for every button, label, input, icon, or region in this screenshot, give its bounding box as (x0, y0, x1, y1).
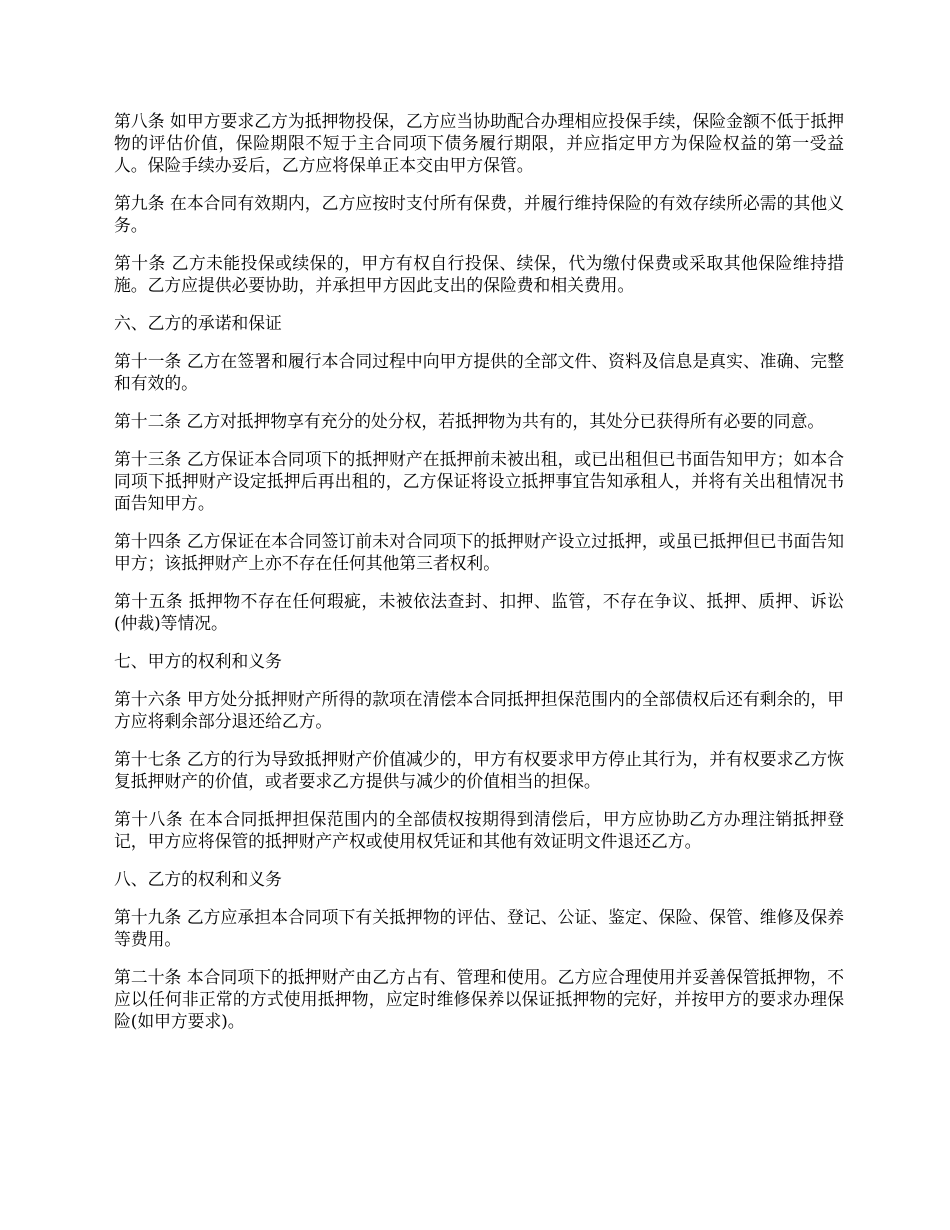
clause-12: 第十二条 乙方对抵押物享有充分的处分权，若抵押物为共有的，其处分已获得所有必要的同意。 (114, 411, 825, 431)
clause-16: 第十六条 甲方处分抵押财产所得的款项在清偿本合同抵押担保范围内的全部债权后还有剩余的，甲方应将剩余部分退还给乙方。 (114, 689, 844, 731)
clause-18: 第十八条 在本合同抵押担保范围内的全部债权按期得到清偿后，甲方应协助乙方办理注销抵押登记，甲方应将保管的抵押财产产权或使用权凭证和其他有效证明文件退还乙方。 (114, 809, 844, 851)
clause-15: 第十五条 抵押物不存在任何瑕疵，未被依法查封、扣押、监管，不存在争议、抵押、质押、诉讼(仲裁)等情况。 (114, 591, 844, 633)
clause-13: 第十三条 乙方保证本合同项下的抵押财产在抵押前未被出租，或已出租但已书面告知甲方；如本合同项下抵押财产设定抵押后再出租的，乙方保证将设立抵押事宜告知承租人，并将有关出租情况书面告知甲方。 (114, 449, 844, 513)
clause-10: 第十条 乙方未能投保或续保的，甲方有权自行投保、续保，代为缴付保费或采取其他保险维持措施。乙方应提供必要协助，并承担甲方因此支出的保险费和相关费用。 (114, 253, 844, 295)
section-heading-8: 八、乙方的权利和义务 (114, 869, 282, 889)
section-heading-6: 六、乙方的承诺和保证 (114, 313, 282, 333)
clause-20: 第二十条 本合同项下的抵押财产由乙方占有、管理和使用。乙方应合理使用并妥善保管抵押物，不应以任何非正常的方式使用抵押物，应定时维修保养以保证抵押物的完好，并按甲方的要求办理保险(如甲方要求)。 (114, 967, 844, 1031)
section-heading-7: 七、甲方的权利和义务 (114, 651, 282, 671)
clause-11: 第十一条 乙方在签署和履行本合同过程中向甲方提供的全部文件、资料及信息是真实、准确、完整和有效的。 (114, 351, 844, 393)
clause-17: 第十七条 乙方的行为导致抵押财产价值减少的，甲方有权要求甲方停止其行为，并有权要求乙方恢复抵押财产的价值，或者要求乙方提供与减少的价值相当的担保。 (114, 749, 844, 791)
clause-8: 第八条 如甲方要求乙方为抵押物投保，乙方应当协助配合办理相应投保手续，保险金额不低于抵押物的评估价值，保险期限不短于主合同项下债务履行期限，并应指定甲方为保险权益的第一受益人。保险手续办妥后，乙方应将保单正本交由甲方保管。 (114, 111, 844, 175)
document-body (114, 110, 844, 1048)
clause-19: 第十九条 乙方应承担本合同项下有关抵押物的评估、登记、公证、鉴定、保险、保管、维修及保养等费用。 (114, 907, 844, 949)
clause-14: 第十四条 乙方保证在本合同签订前未对合同项下的抵押财产设立过抵押，或虽已抵押但已书面告知甲方；该抵押财产上亦不存在任何其他第三者权利。 (114, 531, 844, 573)
clause-9: 第九条 在本合同有效期内，乙方应按时支付所有保费，并履行维持保险的有效存续所必需的其他义务。 (114, 193, 844, 235)
